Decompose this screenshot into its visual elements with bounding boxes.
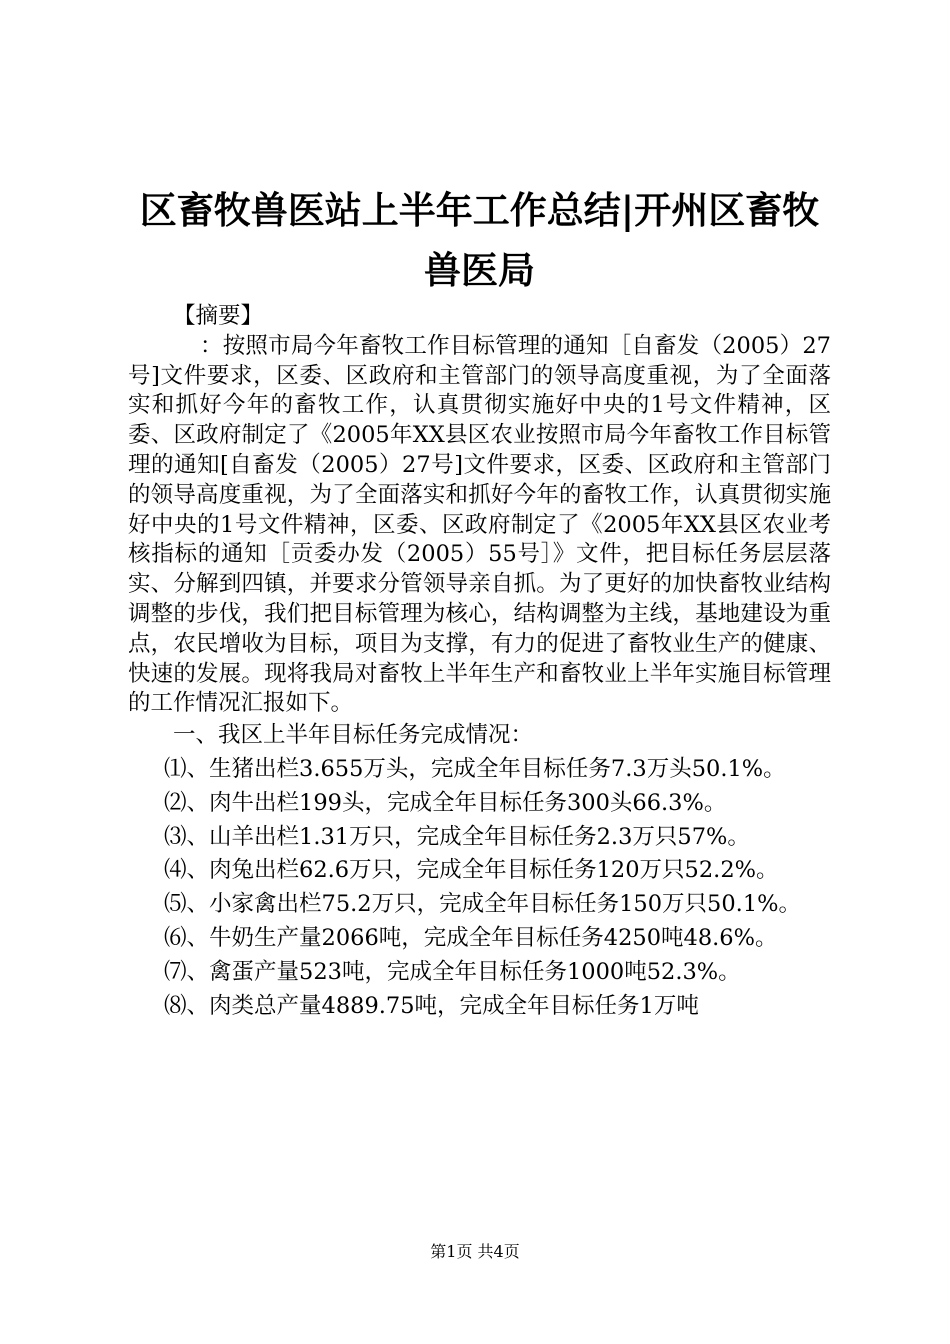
list-item: ⑶、山羊出栏1.31万只，完成全年目标任务2.3万只57%。 — [164, 823, 750, 850]
page-footer: 第1页 共4页 — [430, 1242, 520, 1261]
section-heading: 一、我区上半年目标任务完成情况： — [173, 722, 534, 749]
abstract-label: 【摘要】 — [173, 303, 264, 329]
intro-paragraph: ：按照市局今年畜牧工作目标管理的通知［自畜发（2005）27号]文件要求，区委、区政府和主管部门的领导高度重视，为了全面落实和抓好今年的畜牧工作，认真贯彻实施好中央的1号文件精神，区委、区政府制定了《2005年XX县区农业按照市局今年畜牧工作目标管理的通知[自畜发（2005）27号]文件要求，区委、区政府和主管部门的领导高度重视，为了全面落实和抓好今年的畜牧工作，认真贯彻实施好中央的1号文件精神，区委、区政府制定了《2005年XX县区农业考核指标的通知［贡委办发（2005）55号］》文件，把目标任务层层落实、分解到四镇，并要求分管领导亲自抓。为了更好的加快畜牧业结构调整的步伐，我们把目标管理为核心，结构调整为主线，基地建设为重点，农民增收为目标，项目为支撑，有力的促进了畜牧业生产的健康、快速的发展。现将我局对畜牧上半年生产和畜牧业上半年实施目标管理的工作情况汇报如下。 — [128, 332, 831, 717]
list-item: ⑻、肉类总产量4889.75吨，完成全年目标任务1万吨 — [164, 992, 699, 1019]
list-item: ⑺、禽蛋产量523吨，完成全年目标任务1000吨52.3%。 — [164, 958, 741, 985]
list-item: ⑵、肉牛出栏199头，完成全年目标任务300头66.3%。 — [164, 789, 727, 816]
document-page — [128, 180, 831, 1021]
list-item: ⑴、生猪出栏3.655万头，完成全年目标任务7.3万头50.1%。 — [164, 755, 786, 782]
list-item: ⑹、牛奶生产量2066吨，完成全年目标任务4250吨48.6%。 — [164, 924, 778, 951]
list-item: ⑷、肉兔出栏62.6万只，完成全年目标任务120万只52.2%。 — [164, 857, 779, 884]
document-title: 区畜牧兽医站上半年工作总结|开州区畜牧兽医局 — [139, 188, 820, 292]
list-item: ⑸、小家禽出栏75.2万只，完成全年目标任务150万只50.1%。 — [164, 891, 802, 918]
